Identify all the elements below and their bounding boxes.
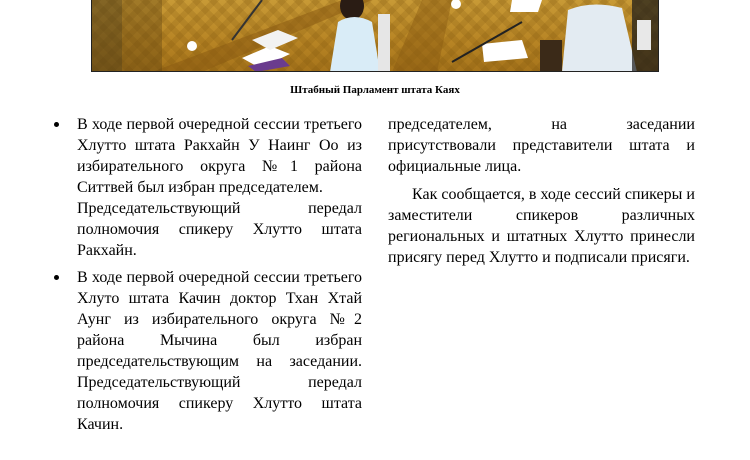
item-text: В ходе первой очередной сессии третьего Хлутто штата Ракхайн У Наинг Оо из избирательного округа №1 района Ситтвей был избран председателем. xyxy=(77,116,362,196)
photo-caption: Штабный Парламент штата Каях xyxy=(290,84,460,96)
continuation-text: председателем, на заседании присутствовали представители штата и официальные лица. xyxy=(388,116,695,175)
paragraph-text: Как сообщается, в ходе сессий спикеры и заместители спикеров различных региональных и штатных Хлутто принесли присягу перед Хлутто и подписали присяги. xyxy=(388,186,695,266)
item-text: В ходе первой очередной сессии третьего Хлуто штата Качин доктор Тхан Хтай Аунг из избирательного округа №2 района Мычина был избран председательствующим на заседании. Председательствующий передал полномочия спикеру Хлутто штата Качин. xyxy=(77,269,362,433)
parliament-session-photo-icon xyxy=(92,0,659,72)
list-item xyxy=(77,267,362,435)
bullet-icon xyxy=(54,122,59,127)
right-column xyxy=(388,114,695,268)
left-column xyxy=(77,114,362,441)
bullet-icon xyxy=(54,275,59,280)
news-list xyxy=(77,114,362,435)
list-item xyxy=(77,114,362,261)
parliament-photo xyxy=(91,0,659,72)
item-subtext: Председательствующий передал полномочия спикеру Хлутто штата Ракхайн. xyxy=(77,200,362,259)
